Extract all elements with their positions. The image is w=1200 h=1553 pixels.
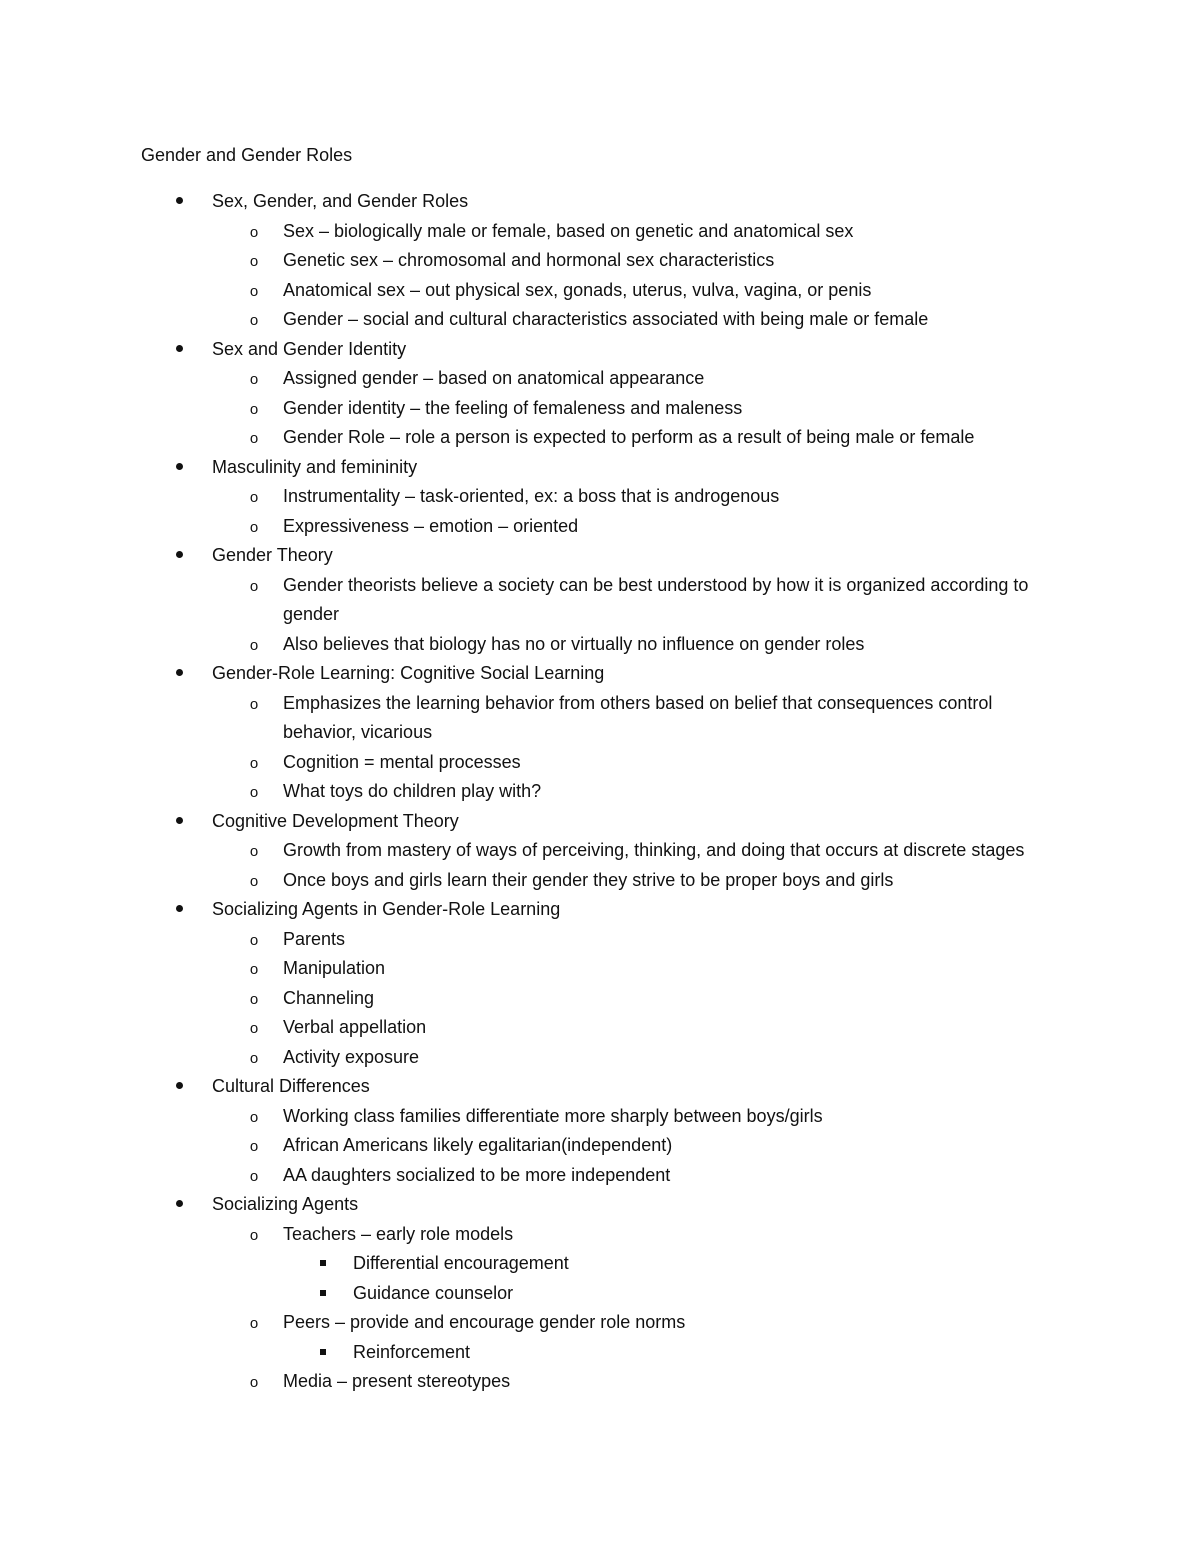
detail-text: Reinforcement	[353, 1341, 471, 1362]
bullet-circle-icon: o	[249, 577, 259, 595]
topic-item	[0, 453, 1200, 483]
bullet-circle-icon: o	[249, 843, 259, 860]
subtopic-text: Media – present stereotypes	[283, 1371, 511, 1391]
subtopic-text: Sex – biologically male or female, based on genetic and anatomical sex	[283, 220, 854, 241]
subtopic-item	[0, 364, 1200, 394]
detail-list	[0, 1338, 1200, 1368]
bullet-square-icon	[316, 1338, 330, 1368]
bullet-circle-icon: o	[249, 371, 259, 388]
bullet-dot-icon	[172, 187, 186, 217]
subtopic-item	[0, 630, 1200, 660]
subtopic-item	[0, 777, 1200, 807]
subtopic-text: Anatomical sex – out physical sex, gonads, uterus, vulva, vagina, or penis	[283, 279, 872, 300]
topic-item	[0, 659, 1200, 689]
subtopic-list	[0, 571, 1200, 660]
subtopic-item	[0, 276, 1200, 306]
bullet-circle-icon: o	[249, 430, 259, 447]
subtopic-text: Parents	[283, 928, 346, 949]
bullet-circle-icon: o	[249, 282, 259, 300]
subtopic-item	[0, 305, 1200, 335]
subtopic-text: Once boys and girls learn their gender they strive to be proper boys and girls	[283, 869, 894, 890]
bullet-dot-icon	[172, 541, 186, 571]
detail-list	[0, 1249, 1200, 1308]
bullet-dot-icon	[172, 1072, 186, 1102]
subtopic-item	[0, 1131, 1200, 1161]
topic-item	[0, 807, 1200, 837]
topic-text: Gender-Role Learning: Cognitive Social Learning	[212, 663, 605, 683]
topic-text: Sex and Gender Identity	[212, 338, 407, 359]
subtopic-item	[0, 748, 1200, 778]
bullet-circle-icon: o	[249, 872, 259, 890]
subtopic-list	[0, 1220, 1200, 1397]
bullet-circle-icon: o	[249, 253, 259, 270]
subtopic-text: AA daughters socialized to be more independent	[283, 1164, 671, 1185]
detail-text: Guidance counselor	[353, 1282, 514, 1303]
subtopic-text: Gender identity – the feeling of femaleness and maleness	[283, 397, 743, 418]
subtopic-list	[0, 217, 1200, 335]
bullet-dot-icon	[172, 453, 186, 483]
document-title: Gender and Gender Roles	[141, 145, 353, 165]
bullet-circle-icon: o	[249, 1315, 259, 1332]
bullet-circle-icon: o	[249, 489, 259, 506]
subtopic-item	[0, 954, 1200, 984]
subtopic-text: Also believes that biology has no or virtually no influence on gender roles	[283, 633, 865, 654]
detail-item	[0, 1279, 1200, 1309]
bullet-circle-icon: o	[249, 518, 259, 536]
subtopic-text: Channeling	[283, 987, 375, 1008]
subtopic-text: Gender – social and cultural characteristics associated with being male or female	[283, 309, 929, 329]
bullet-circle-icon: o	[249, 1108, 259, 1126]
topic-text: Cognitive Development Theory	[212, 810, 459, 831]
bullet-circle-icon: o	[249, 1020, 259, 1037]
subtopic-item	[0, 836, 1200, 866]
bullet-circle-icon: o	[249, 784, 259, 801]
topic-item	[0, 541, 1200, 571]
bullet-circle-icon: o	[249, 312, 259, 329]
topic-text: Gender Theory	[212, 545, 333, 565]
bullet-dot-icon	[172, 659, 186, 689]
detail-text: Differential encouragement	[353, 1253, 569, 1273]
subtopic-text: Peers – provide and encourage gender role norms	[283, 1312, 686, 1332]
topic-item	[0, 335, 1200, 365]
topic-item	[0, 895, 1200, 925]
bullet-circle-icon: o	[249, 1138, 259, 1155]
topic-text: Socializing Agents in Gender-Role Learning	[212, 899, 561, 919]
subtopic-item	[0, 984, 1200, 1014]
bullet-circle-icon: o	[249, 1167, 259, 1185]
subtopic-text: Working class families differentiate more sharply between boys/girls	[283, 1105, 823, 1126]
bullet-circle-icon: o	[249, 400, 259, 418]
bullet-circle-icon: o	[249, 961, 259, 978]
subtopic-text: Emphasizes the learning behavior from others based on belief that consequences control behavior, vicarious	[283, 692, 993, 742]
bullet-circle-icon: o	[249, 695, 259, 713]
subtopic-text: Instrumentality – task-oriented, ex: a boss that is androgenous	[283, 486, 780, 506]
subtopic-text: Assigned gender – based on anatomical appearance	[283, 368, 705, 388]
detail-item	[0, 1249, 1200, 1279]
subtopic-text: Genetic sex – chromosomal and hormonal sex characteristics	[283, 250, 775, 270]
bullet-circle-icon: o	[249, 1226, 259, 1244]
subtopic-text: Gender Role – role a person is expected to perform as a result of being male or female	[283, 427, 975, 447]
topic-text: Cultural Differences	[212, 1076, 370, 1096]
bullet-circle-icon: o	[249, 754, 259, 772]
subtopic-text: Cognition = mental processes	[283, 751, 521, 772]
topic-text: Masculinity and femininity	[212, 456, 418, 477]
bullet-dot-icon	[172, 1190, 186, 1220]
subtopic-item	[0, 866, 1200, 896]
subtopic-text: Activity exposure	[283, 1046, 420, 1067]
subtopic-item	[0, 1308, 1200, 1338]
subtopic-item	[0, 1161, 1200, 1191]
subtopic-item	[0, 246, 1200, 276]
bullet-circle-icon: o	[249, 931, 259, 949]
subtopic-text: Expressiveness – emotion – oriented	[283, 515, 579, 536]
subtopic-item	[0, 925, 1200, 955]
subtopic-list	[0, 364, 1200, 453]
bullet-dot-icon	[172, 335, 186, 365]
subtopic-text: Verbal appellation	[283, 1017, 427, 1037]
subtopic-text: Teachers – early role models	[283, 1223, 514, 1244]
bullet-circle-icon: o	[249, 1049, 259, 1067]
subtopic-item	[0, 1102, 1200, 1132]
bullet-circle-icon: o	[249, 636, 259, 654]
subtopic-item	[0, 512, 1200, 542]
subtopic-list	[0, 836, 1200, 895]
topic-text: Sex, Gender, and Gender Roles	[212, 191, 469, 211]
detail-item	[0, 1338, 1200, 1368]
outline-list	[0, 187, 1200, 1397]
bullet-square-icon	[316, 1279, 330, 1309]
subtopic-list	[0, 1102, 1200, 1191]
subtopic-text: Growth from mastery of ways of perceiving, thinking, and doing that occurs at discrete stages	[283, 840, 1025, 860]
bullet-dot-icon	[172, 807, 186, 837]
subtopic-text: Gender theorists believe a society can be best understood by how it is organized according to gender	[283, 574, 1029, 624]
topic-text: Socializing Agents	[212, 1194, 359, 1214]
bullet-circle-icon: o	[249, 1374, 259, 1391]
subtopic-text: African Americans likely egalitarian(independent)	[283, 1135, 673, 1155]
subtopic-item	[0, 1013, 1200, 1043]
subtopic-item	[0, 1367, 1200, 1397]
subtopic-item	[0, 423, 1200, 453]
subtopic-item	[0, 217, 1200, 247]
subtopic-item	[0, 1043, 1200, 1073]
subtopic-item	[0, 1220, 1200, 1250]
subtopic-list	[0, 482, 1200, 541]
subtopic-text: What toys do children play with?	[283, 781, 542, 801]
subtopic-item	[0, 689, 1200, 748]
subtopic-item	[0, 571, 1200, 630]
topic-item	[0, 1190, 1200, 1220]
subtopic-item	[0, 482, 1200, 512]
topic-item	[0, 187, 1200, 217]
topic-item	[0, 1072, 1200, 1102]
subtopic-text: Manipulation	[283, 958, 386, 978]
subtopic-list	[0, 689, 1200, 807]
bullet-square-icon	[316, 1249, 330, 1279]
subtopic-list	[0, 925, 1200, 1073]
bullet-dot-icon	[172, 895, 186, 925]
subtopic-item	[0, 394, 1200, 424]
bullet-circle-icon: o	[249, 223, 259, 241]
bullet-circle-icon: o	[249, 990, 259, 1008]
